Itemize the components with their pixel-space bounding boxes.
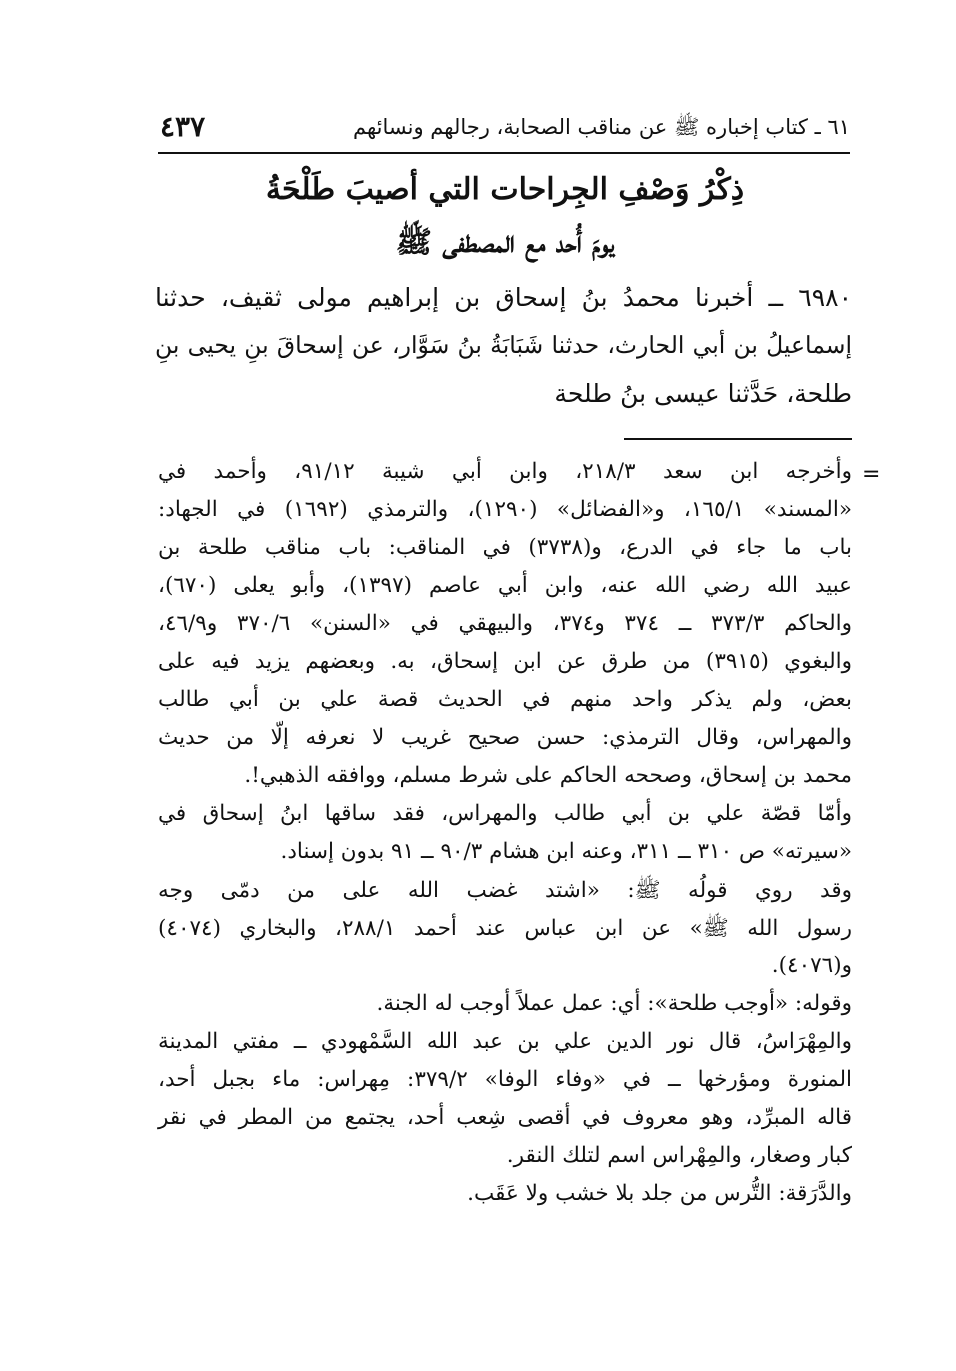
chapter-heading-line-2: يومَ أُحد مع المصطفى ﷺ <box>395 225 615 260</box>
page-number: ٤٣٧ <box>160 110 206 143</box>
footnote-line: والحاكم ٣٧٣/٣ ــ ٣٧٤ و٣٧٤، والبيهقي في «السنن» ٣٧٠/٦ و٤٦/٩، <box>158 611 852 636</box>
hadith-line: إسماعيلُ بن أبي الحارث، حدثنا شَبَابَةُ بنُ سَوَّار، عن إسحاقَ بنِ يحيى بنِ <box>155 331 852 359</box>
footnote-line: و(٤٠٧٦). <box>771 953 852 978</box>
footnote-line: رسول الله ﷺ» عن ابن عباس عند أحمد ٢٨٨/١، والبخاري (٤٠٧٤) <box>158 916 852 941</box>
footnote-line: وأخرجه ابن سعد ٢١٨/٣، وابن أبي شيبة ٩١/١٢، وأحمد في <box>158 459 852 484</box>
header-rule <box>158 152 850 154</box>
page-header <box>160 108 850 152</box>
footnote-line: محمد بن إسحاق، وصححه الحاكم على شرط مسلم، ووافقه الذهبي!. <box>244 763 852 788</box>
footnote-line: والمهراس، وقال الترمذي: حسن صحيح غريب لا نعرفه إلّا من حديث <box>158 725 852 750</box>
hadith-line: طلحة، حَدَّثنا عيسى بنُ طلحة <box>554 379 852 408</box>
footnote-line: «سيرته» ص ٣١٠ ــ ٣١١، وعنه ابن هشام ٩٠/٣ ــ ٩١ بدون إسناد. <box>280 839 852 864</box>
footnote-line: كبار وصغار، والمِهْراس اسم لتلك النقر. <box>506 1143 852 1168</box>
footnote-line: قاله المبرِّد، وهو معروف في أقصى شِعب أحد، يجتمع من المطر في نقر <box>158 1105 852 1130</box>
footnote-line: وقد روي قولُه ﷺ: «اشتد غضب الله على من دمّى وجه <box>158 878 852 903</box>
footnote-line: والبغوي (٣٩١٥) من طرق عن ابن إسحاق، به. وبعضهم يزيد فيه على <box>158 649 852 674</box>
footnote-line: وأمّا قصّة علي بن أبي طالب والمهراس، فقد ساقها ابنُ إسحاق في <box>158 801 852 826</box>
hadith-line: ٦٩٨٠ ــ أخبرنا محمدُ بنُ إسحاق بن إبراهيم مولى ثقيف، حدثنا <box>155 283 852 312</box>
footnote-line: عبيد الله رضي الله عنه، وابن أبي عاصم (١٣٩٧)، وأبو يعلى (٦٧٠)، <box>158 573 853 598</box>
continuation-mark: = <box>862 462 881 487</box>
footnote-line: والمِهْرَاسُ، قال نور الدين علي بن عبد الله السَّمْهودي ــ مفتي المدينة <box>158 1029 852 1054</box>
footnote-line: «المسند» ١٦٥/١، و«الفضائل» (١٢٩٠)، والترمذي (١٦٩٢) في الجهاد: <box>158 497 852 522</box>
footnote-line: وقوله: «أوجب طلحة»: أي: عمل عملاً أوجب له الجنة. <box>376 991 852 1016</box>
footnote-line: والدَّرَقة: التُّرس من جلد بلا خشب ولا عَقَب. <box>467 1181 852 1206</box>
footnote-separator <box>624 438 852 440</box>
footnote-line: بعض، ولم يذكر واحد منهم في الحديث قصة علي بن أبي طالب <box>158 687 852 712</box>
footnote-line: المنورة ومؤرخها ــ في «وفاء الوفا» ٣٧٩/٢: مِهراس: ماء بجبل أحد، <box>158 1067 852 1092</box>
chapter-heading-line-1: ذِكْرُ وَصْفِ الجِراحات التي أصيبَ طَلْحَةُ <box>265 172 745 207</box>
running-head: ٦١ ـ كتاب إخباره ﷺ عن مناقب الصحابة، رجالهم ونسائهم <box>353 115 850 139</box>
footnote-line: باب ما جاء في الدرع، و(٣٧٣٨) في المناقب: باب مناقب طلحة بن <box>158 535 852 560</box>
